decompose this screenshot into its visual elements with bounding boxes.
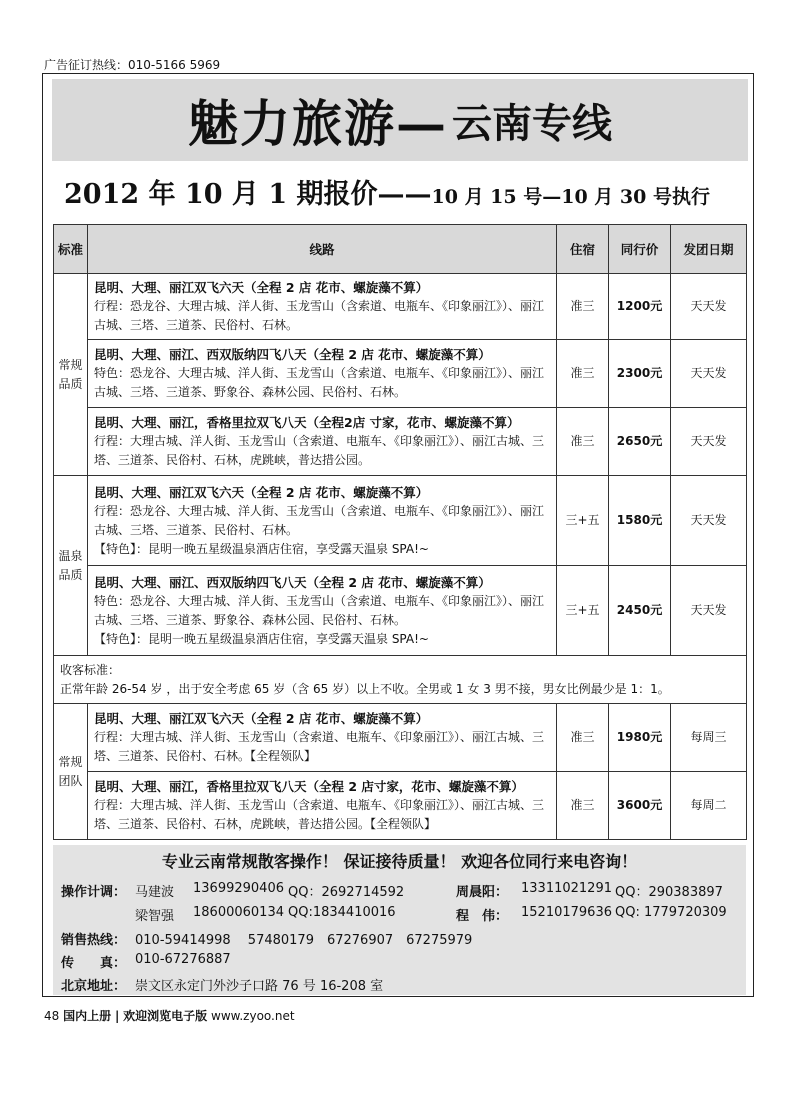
departure-cell: 每周三 bbox=[671, 704, 747, 772]
route-desc: 行程：大理古城、洋人街、玉龙雪山（含索道、电瓶车、《印象丽江》）、丽江古城、三塔、三道茶、民俗村、石林，虎跳峡，普达措公园。【全程领队】 bbox=[94, 798, 545, 831]
route-title: 昆明、大理、丽江，香格里拉双飞八天（全程 2 店寸家，花市、螺旋藻不算） bbox=[94, 779, 524, 794]
table-header bbox=[54, 225, 747, 274]
header-price: 同行价 bbox=[609, 225, 671, 274]
contact-qq: QQ：290383897 bbox=[615, 885, 723, 900]
contact-phone: 13699290406 bbox=[193, 881, 284, 896]
contact-name: 程 伟： bbox=[456, 909, 509, 924]
contact-phone: 13311021291 bbox=[521, 881, 612, 896]
table-row bbox=[54, 704, 747, 772]
price-cell: 1980元 bbox=[609, 704, 671, 772]
table-row bbox=[54, 566, 747, 656]
price-cell: 1200元 bbox=[609, 274, 671, 340]
guest-standard-text: 正常年龄 26-54 岁 ，出于安全考虑 65 岁（含 65 岁）以上不收。全男或 1 女 3 男不接，男女比例最少是 1：1。 bbox=[60, 681, 670, 696]
fax-label: 传 真： bbox=[61, 956, 127, 971]
guest-standard bbox=[54, 656, 747, 704]
table-row bbox=[54, 772, 747, 840]
lodging-cell: 三+五 bbox=[557, 476, 609, 566]
header-route: 线路 bbox=[88, 225, 557, 274]
address-label: 北京地址： bbox=[61, 979, 127, 994]
website-link[interactable]: www.zyoo.net bbox=[211, 1009, 295, 1023]
route-title: 昆明、大理、丽江双飞六天（全程 2 店 花市、螺旋藻不算） bbox=[94, 711, 429, 726]
category-hotspring: 温泉品质 bbox=[54, 476, 88, 656]
lodging-cell: 准三 bbox=[557, 408, 609, 476]
banner-sub-title: 云南专线 bbox=[452, 99, 612, 147]
contact-qq: QQ：2692714592 bbox=[288, 885, 405, 900]
route-title: 昆明、大理、丽江、西双版纳四飞八天（全程 2 店 花市、螺旋藻不算） bbox=[94, 347, 491, 362]
contact-phone: 15210179636 bbox=[521, 905, 612, 920]
departure-cell: 天天发 bbox=[671, 274, 747, 340]
guest-standard-label: 收客标准： bbox=[60, 662, 121, 677]
departure-cell: 天天发 bbox=[671, 476, 747, 566]
operator-label: 操作计调： bbox=[61, 885, 127, 900]
issue-label: 2012 年 10 月 1 期报价—— bbox=[64, 179, 432, 210]
route-cell bbox=[88, 704, 557, 772]
banner-main-title: 魅力旅游— bbox=[188, 94, 448, 153]
page-footer bbox=[44, 1007, 295, 1024]
route-desc: 特色：恐龙谷、大理古城、洋人街、玉龙雪山（含索道、电瓶车、《印象丽江》）、丽江古城、三塔、三道茶、野象谷、森林公园、民俗村、石林。 bbox=[94, 593, 545, 627]
route-feature: 【特色】：昆明一晚五星级温泉酒店住宿，享受露天温泉 SPA!~ bbox=[94, 541, 429, 556]
price-cell: 2450元 bbox=[609, 566, 671, 656]
section-name: 国内上册 bbox=[63, 1009, 112, 1023]
route-cell bbox=[88, 772, 557, 840]
route-title: 昆明、大理、丽江、西双版纳四飞八天（全程 2 店 花市、螺旋藻不算） bbox=[94, 574, 491, 590]
route-desc: 行程：恐龙谷、大理古城、洋人街、玉龙雪山（含索道、电瓶车、《印象丽江》）、丽江古城、三塔、三道茶、民俗村、石林。 bbox=[94, 503, 545, 537]
departure-cell: 天天发 bbox=[671, 566, 747, 656]
departure-cell: 天天发 bbox=[671, 408, 747, 476]
ad-hotline: 广告征订热线：010-5166 5969 bbox=[44, 58, 221, 72]
departure-cell: 每周二 bbox=[671, 772, 747, 840]
page-number: 48 bbox=[44, 1009, 60, 1023]
lodging-cell: 准三 bbox=[557, 274, 609, 340]
footer-slogan: 欢迎浏览电子版 bbox=[123, 1009, 208, 1023]
category-regular: 常规品质 bbox=[54, 274, 88, 476]
contact-box bbox=[53, 845, 746, 995]
header-departure: 发团日期 bbox=[671, 225, 747, 274]
header-standard: 标准 bbox=[54, 225, 88, 274]
route-title: 昆明、大理、丽江双飞六天（全程 2 店 花市、螺旋藻不算） bbox=[94, 280, 429, 295]
contact-qq: QQ: 1779720309 bbox=[615, 905, 727, 920]
route-cell bbox=[88, 340, 557, 408]
route-desc: 行程：大理古城、洋人街、玉龙雪山（含索道、电瓶车、《印象丽江》）、丽江古城、三塔、三道茶、民俗村、石林。【全程领队】 bbox=[94, 730, 545, 763]
header-lodging: 住宿 bbox=[557, 225, 609, 274]
route-desc: 行程：恐龙谷、大理古城、洋人街、玉龙雪山（含索道、电瓶车、《印象丽江》）、丽江古城、三塔、三道茶、民俗村、石林。 bbox=[94, 299, 545, 332]
table-row bbox=[54, 476, 747, 566]
contact-name: 周晨阳： bbox=[456, 885, 509, 900]
title-banner bbox=[52, 79, 748, 161]
sales-phones: 010-59414998 57480179 67276907 67275979 bbox=[135, 933, 473, 948]
fax-number: 010-67276887 bbox=[135, 952, 231, 967]
service-slogan: 专业云南常规散客操作！ 保证接待质量！ 欢迎各位同行来电咨询！ bbox=[161, 852, 638, 871]
sales-label: 销售热线： bbox=[61, 933, 127, 948]
price-period-title bbox=[64, 172, 710, 211]
contact-name: 马建波 bbox=[135, 885, 175, 900]
contact-phone: 18600060134 bbox=[193, 905, 284, 920]
price-table bbox=[53, 224, 747, 840]
table-row bbox=[54, 274, 747, 340]
price-cell: 2300元 bbox=[609, 340, 671, 408]
price-cell: 1580元 bbox=[609, 476, 671, 566]
route-cell bbox=[88, 274, 557, 340]
lodging-cell: 准三 bbox=[557, 772, 609, 840]
route-cell bbox=[88, 408, 557, 476]
route-cell bbox=[88, 476, 557, 566]
price-cell: 2650元 bbox=[609, 408, 671, 476]
departure-cell: 天天发 bbox=[671, 340, 747, 408]
guest-standard-row bbox=[54, 656, 747, 704]
table-row bbox=[54, 408, 747, 476]
route-desc: 特色：恐龙谷、大理古城、洋人街、玉龙雪山（含索道、电瓶车、《印象丽江》）、丽江古城、三塔、三道茶、野象谷、森林公园、民俗村、石林。 bbox=[94, 366, 545, 399]
address: 崇文区永定门外沙子口路 76 号 16-208 室 bbox=[135, 979, 384, 994]
lodging-cell: 准三 bbox=[557, 704, 609, 772]
route-feature: 【特色】：昆明一晚五星级温泉酒店住宿，享受露天温泉 SPA!~ bbox=[94, 631, 429, 646]
category-group: 常规团队 bbox=[54, 704, 88, 840]
route-title: 昆明、大理、丽江双飞六天（全程 2 店 花市、螺旋藻不算） bbox=[94, 484, 429, 500]
price-cell: 3600元 bbox=[609, 772, 671, 840]
contact-qq: QQ:1834410016 bbox=[288, 905, 396, 920]
route-title: 昆明、大理、丽江，香格里拉双飞八天（全程2店 寸家，花市、螺旋藻不算） bbox=[94, 415, 520, 430]
contact-name: 梁智强 bbox=[135, 909, 175, 924]
valid-dates: 10 月 15 号—10 月 30 号执行 bbox=[431, 186, 710, 208]
lodging-cell: 准三 bbox=[557, 340, 609, 408]
table-row bbox=[54, 340, 747, 408]
footer-separator: | bbox=[114, 1009, 120, 1023]
lodging-cell: 三+五 bbox=[557, 566, 609, 656]
route-cell bbox=[88, 566, 557, 656]
route-desc: 行程：大理古城、洋人街、玉龙雪山（含索道、电瓶车、《印象丽江》）、丽江古城、三塔、三道茶、民俗村、石林，虎跳峡，普达措公园。 bbox=[94, 434, 545, 467]
